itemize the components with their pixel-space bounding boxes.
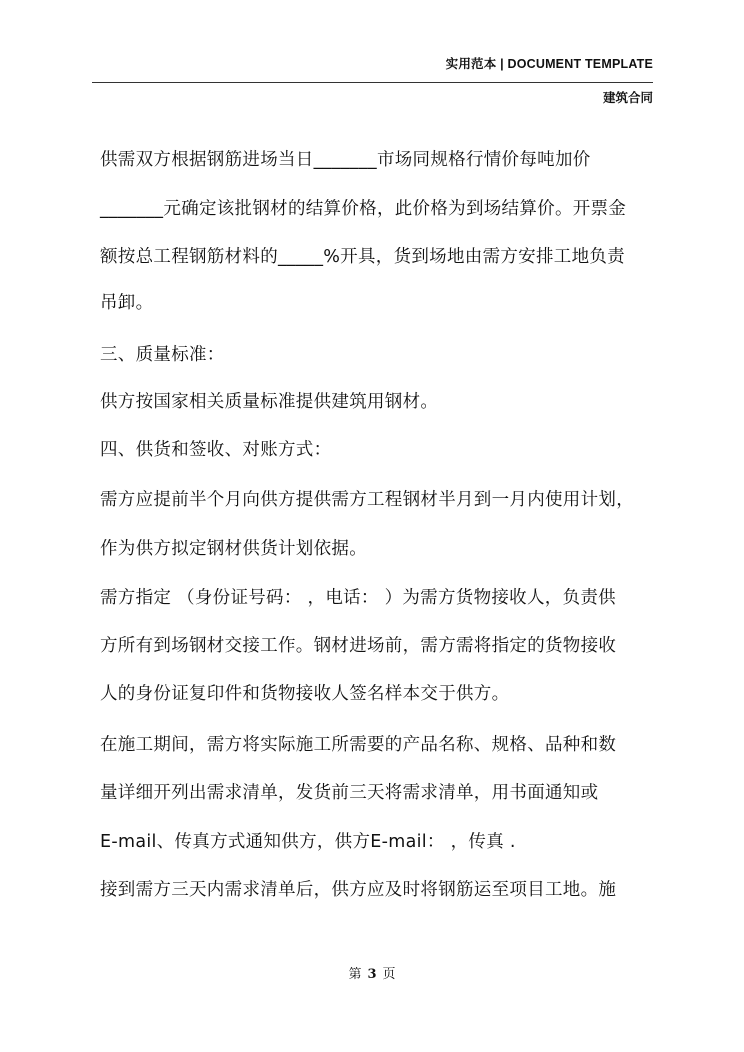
section-heading: 四、供货和签收、对账方式： <box>100 440 332 460</box>
section-heading: 三、质量标准： <box>100 345 225 365</box>
header-subtitle: 建筑合同 <box>602 90 653 105</box>
footer-suffix: 页 <box>382 967 396 982</box>
paragraph-line: 供方按国家相关质量标准提供建筑用钢材。 <box>100 392 439 412</box>
paragraph-line: 接到需方三天内需求清单后，供方应及时将钢筋运至项目工地。施 <box>100 880 617 900</box>
paragraph-line: 方所有到场钢材交接工作。钢材进场前，需方需将指定的货物接收 <box>100 636 617 656</box>
paragraph-line: 供需双方根据钢筋进场当日_______市场同规格行情价每吨加价 <box>100 150 591 170</box>
header-title: 实用范本 | DOCUMENT TEMPLATE <box>445 57 653 71</box>
paragraph-line: 量详细开列出需求清单，发货前三天将需求清单，用书面通知或 <box>100 783 599 803</box>
page-footer <box>0 963 744 982</box>
paragraph-line: E-mail、传真方式通知供方，供方E-mail： ，传真 . <box>100 832 516 852</box>
paragraph-line: 人的身份证复印件和货物接收人签名样本交于供方。 <box>100 684 510 704</box>
paragraph-line: 作为供方拟定钢材供货计划依据。 <box>100 539 367 559</box>
header-divider <box>92 82 653 83</box>
paragraph-line: 额按总工程钢筋材料的_____%开具，货到场地由需方安排工地负责 <box>100 247 625 267</box>
paragraph-line: 需方指定 （身份证号码： ，电话： ）为需方货物接收人，负责供 <box>100 588 616 608</box>
page-number: 3 <box>367 967 377 982</box>
paragraph-line: 吊卸。 <box>100 293 154 313</box>
paragraph-line: 需方应提前半个月向供方提供需方工程钢材半月到一月内使用计划， <box>100 490 634 510</box>
paragraph-line: 在施工期间，需方将实际施工所需要的产品名称、规格、品种和数 <box>100 735 617 755</box>
footer-prefix: 第 <box>348 967 362 982</box>
paragraph-line: _______元确定该批钢材的结算价格，此价格为到场结算价。开票金 <box>100 199 627 219</box>
